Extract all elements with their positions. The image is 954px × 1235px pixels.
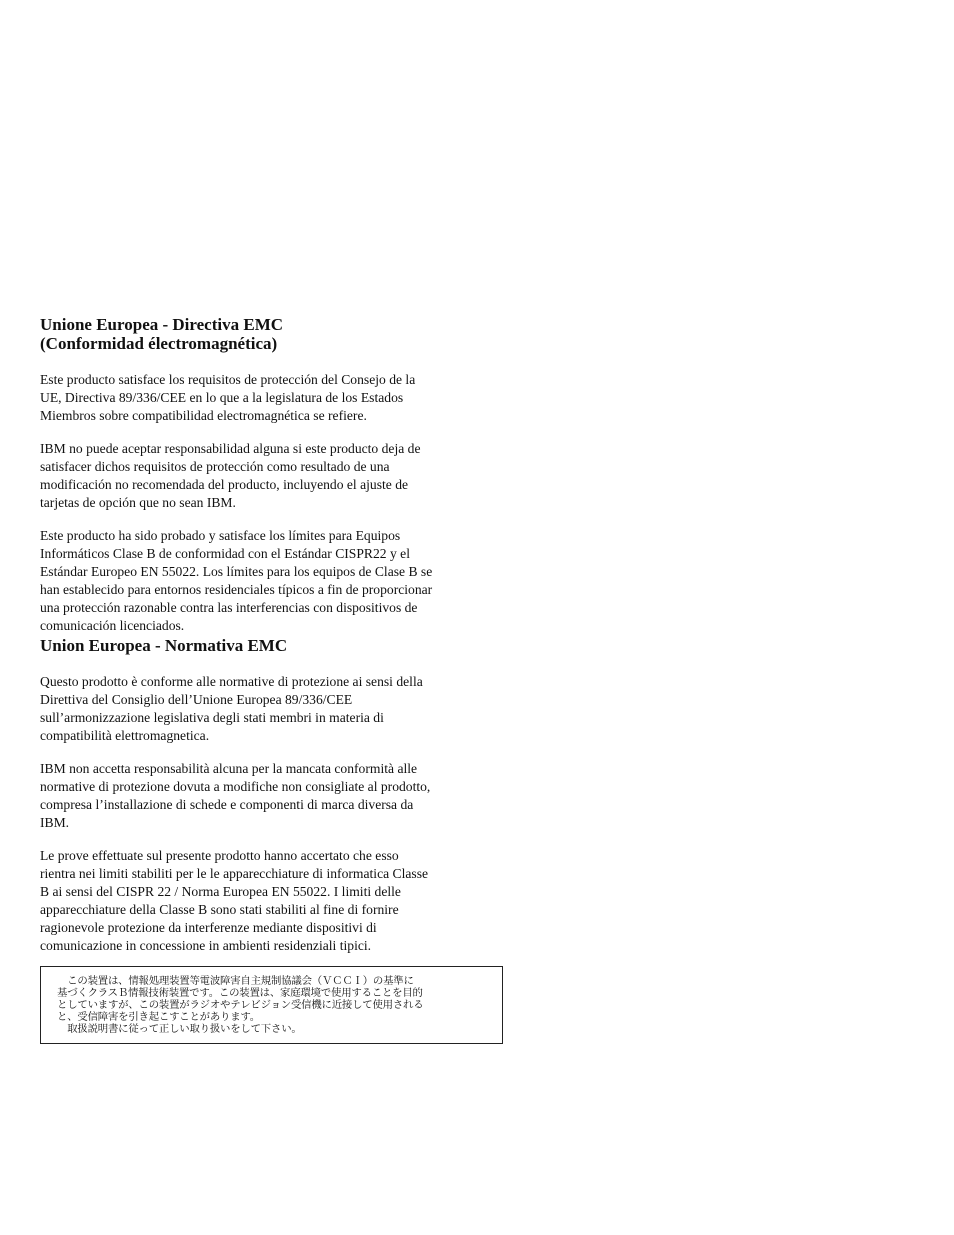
text-line: Estándar Europeo EN 55022. Los límites para los equipos de Clase B se: [40, 564, 433, 579]
text-line: compresa l’installazione di schede e componenti di marca diversa da: [40, 797, 414, 812]
text-line: UE, Directiva 89/336/CEE en lo que a la legislatura de los Estados: [40, 390, 404, 405]
text-line: una protección razonable contra las interferencias con dispositivos de: [40, 600, 418, 615]
document-body: [40, 315, 480, 955]
vcci-line: としていますが、この装置がラジオやテレビジョン受信機に近接して使用される: [57, 999, 424, 1011]
text-line: comunicazione in concessione in ambienti residenziali tipici.: [40, 938, 372, 953]
text-line: Informáticos Clase B de conformidad con el Estándar CISPR22 y el: [40, 546, 410, 561]
text-line: modificación no recomendada del producto, incluyendo el ajuste de: [40, 477, 409, 492]
title-line: (Conformidad électromagnética): [40, 334, 278, 353]
text-line: normative di protezione dovuta a modifiche non consigliate al prodotto,: [40, 779, 431, 794]
paragraph-es-3: [40, 527, 480, 635]
vcci-line: 取扱説明書に従って正しい取り扱いをして下さい。: [57, 1023, 302, 1035]
vcci-line: 基づくクラスＢ情報技術装置です。この装置は、家庭環境で使用することを目的: [57, 987, 423, 999]
text-line: Direttiva del Consiglio dell’Unione Europea 89/336/CEE: [40, 692, 353, 707]
text-line: Este producto satisface los requisitos de protección del Consejo de la: [40, 372, 416, 387]
section-title-spanish: [40, 315, 480, 353]
text-line: B ai sensi del CISPR 22 / Norma Europea EN 55022. I limiti delle: [40, 884, 401, 899]
text-line: IBM non accetta responsabilità alcuna per la mancata conformità alle: [40, 761, 418, 776]
text-line: Este producto ha sido probado y satisface los límites para Equipos: [40, 528, 401, 543]
vcci-line: と、受信障害を引き起こすことがあります。: [57, 1011, 260, 1023]
text-line: comunicación licenciados.: [40, 618, 185, 633]
section-title-italian: [40, 636, 480, 655]
text-line: compatibilità elettromagnetica.: [40, 728, 210, 743]
title-line: Union Europea - Normativa EMC: [40, 636, 288, 655]
paragraph-es-2: [40, 440, 480, 512]
paragraph-es-1: [40, 371, 480, 425]
text-line: ragionevole protezione da interferenze mediante dispositivi di: [40, 920, 377, 935]
title-line: Unione Europea - Directiva EMC: [40, 315, 284, 334]
paragraph-it-1: [40, 673, 480, 745]
text-line: Le prove effettuate sul presente prodotto hanno accertato che esso: [40, 848, 399, 863]
text-line: Miembros sobre compatibilidad electromagnética se refiere.: [40, 408, 367, 423]
text-line: sull’armonizzazione legislativa degli stati membri in materia di: [40, 710, 384, 725]
paragraph-it-3: [40, 847, 480, 955]
text-line: satisfacer dichos requisitos de protección como resultado de una: [40, 459, 390, 474]
text-line: tarjetas de opción que no sean IBM.: [40, 495, 236, 510]
text-line: IBM no puede aceptar responsabilidad alguna si este producto deja de: [40, 441, 421, 456]
text-line: IBM.: [40, 815, 70, 830]
text-line: han establecido para entornos residenciales típicos a fin de proporcionar: [40, 582, 433, 597]
text-line: apparecchiature della Classe B sono stati stabiliti al fine di fornire: [40, 902, 399, 917]
text-line: Questo prodotto è conforme alle normative di protezione ai sensi della: [40, 674, 423, 689]
paragraph-it-2: [40, 760, 480, 832]
vcci-notice-box: [40, 966, 503, 1044]
vcci-line: この装置は、情報処理装置等電波障害自主規制協議会（ＶＣＣＩ）の基準に: [57, 975, 414, 987]
text-line: rientra nei limiti stabiliti per le le apparecchiature di informatica Classe: [40, 866, 429, 881]
